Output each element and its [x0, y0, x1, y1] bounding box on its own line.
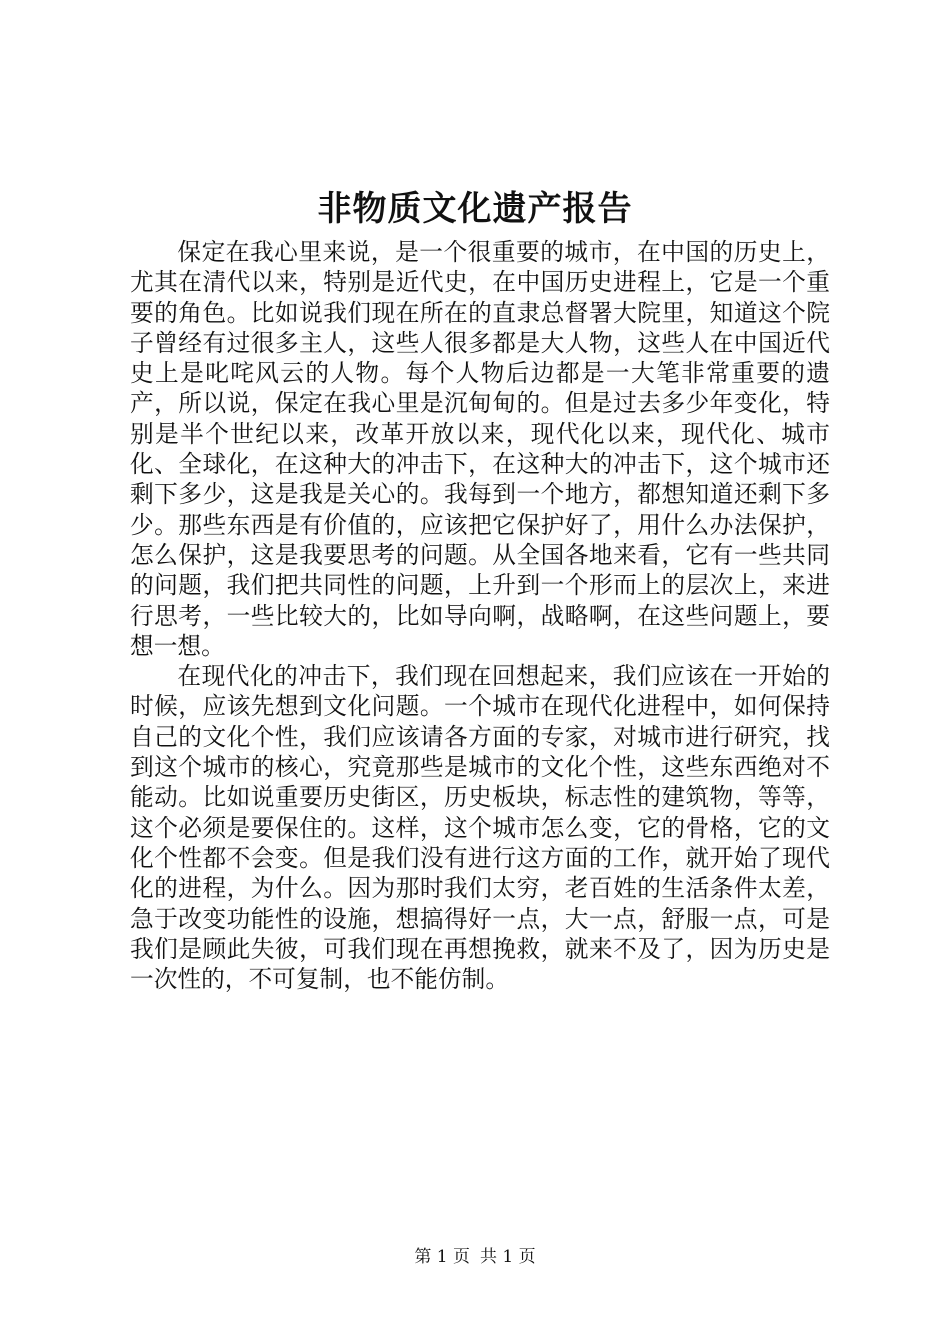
page-footer	[0, 1245, 950, 1269]
page-total: 共 1 页	[480, 1247, 536, 1267]
paragraph-1: 保定在我心里来说，是一个很重要的城市，在中国的历史上，尤其在清代以来，特别是近代史，在中国历史进程上，它是一个重要的角色。比如说我们现在所在的直隶总督署大院里，知道这个院子曾经有过很多主人，这些人很多都是大人物，这些人在中国近代史上是叱咤风云的人物。每个人物后边都是一大笔非常重要的遗产，所以说，保定在我心里是沉甸甸的。但是过去多少年变化，特别是半个世纪以来，改革开放以来，现代化以来，现代化、城市化、全球化，在这种大的冲击下，在这种大的冲击下，这个城市还剩下多少，这是我是关心的。我每到一个地方，都想知道还剩下多少。那些东西是有价值的，应该把它保护好了，用什么办法保护，怎么保护，这是我要思考的问题。从全国各地来看，它有一些共同的问题，我们把共同性的问题，上升到一个形而上的层次上，来进行思考，一些比较大的，比如导向啊，战略啊，在这些问题上，要想一想。	[130, 238, 830, 660]
document-title: 非物质文化遗产报告	[317, 189, 633, 229]
page-number: 第 1 页	[414, 1247, 470, 1267]
paragraph-2: 在现代化的冲击下，我们现在回想起来，我们应该在一开始的时候，应该先想到文化问题。一个城市在现代化进程中，如何保持自己的文化个性，我们应该请各方面的专家，对城市进行研究，找到这个城市的核心，究竟那些是城市的文化个性，这些东西绝对不能动。比如说重要历史街区，历史板块，标志性的建筑物，等等，这个必须是要保住的。这样，这个城市怎么变，它的骨格，它的文化个性都不会变。但是我们没有进行这方面的工作，就开始了现代化的进程，为什么。因为那时我们太穷，老百姓的生活条件太差，急于改变功能性的设施，想搞得好一点，大一点，舒服一点，可是我们是顾此失彼，可我们现在再想挽救，就来不及了，因为历史是一次性的，不可复制，也不能仿制。	[130, 662, 830, 994]
document-body	[130, 237, 830, 994]
